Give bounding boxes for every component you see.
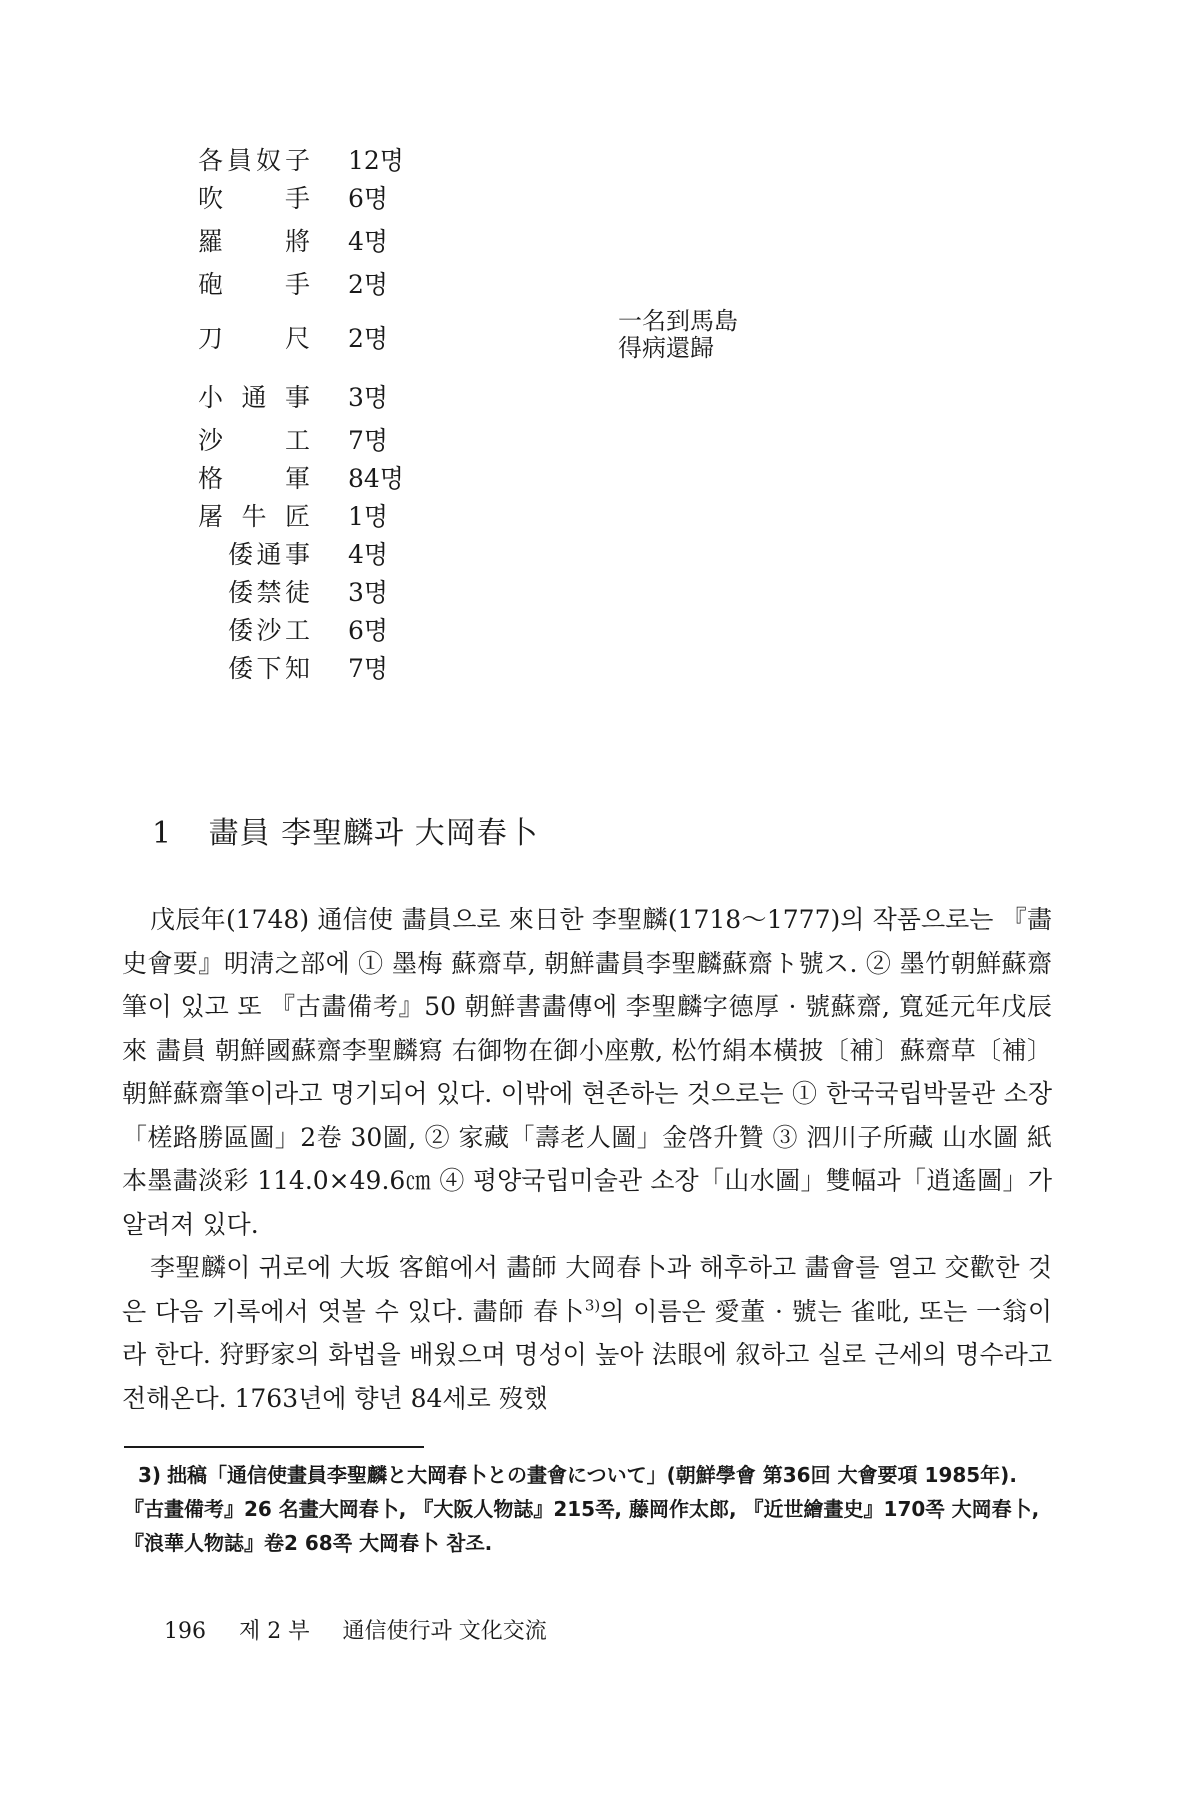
roster-count: 4명 [348, 227, 389, 256]
personnel-roster [198, 142, 738, 688]
body-text [122, 898, 1052, 1420]
roster-row [198, 498, 718, 536]
paragraph-text: 의 이름은 愛董 · 號는 雀吡, 또는 一翁이라 한다. 狩野家의 화법을 배웠으며 명성이 높아 法眼에 叙하고 실로 근세의 명수라고 전해온다. 1763년에 향년 84세로 歿했 [122, 1296, 1052, 1413]
roster-count: 7명 [348, 426, 389, 455]
roster-row [198, 180, 718, 218]
roster-row [198, 374, 718, 422]
roster-role: 羅 將 [198, 227, 310, 256]
roster-row [198, 536, 718, 574]
roster-role: 倭禁徒 [228, 578, 310, 607]
roster-role: 倭下知 [228, 654, 310, 683]
roster-note: 一名到馬島得病還歸 [618, 307, 738, 362]
roster-count: 3명 [348, 578, 389, 607]
roster-role: 刀 尺 [198, 324, 310, 353]
paragraph-text: 李聖麟이 귀로에 大坂 客館에서 畵師 大岡春卜과 해후하고 畵會를 열고 交歡한 것은 다음 기록에서 엿볼 수 있다. 畵師 春卜 [122, 1253, 1052, 1326]
roster-role: 砲 手 [198, 270, 310, 299]
section-heading [152, 808, 539, 852]
roster-count: 2명 [348, 270, 389, 299]
roster-count: 6명 [348, 616, 389, 645]
roster-count: 12명 [348, 146, 404, 175]
roster-row [198, 266, 718, 304]
roster-role: 各員奴子 [198, 146, 310, 175]
roster-row [198, 574, 718, 612]
running-footer [164, 1614, 547, 1645]
roster-row [198, 650, 718, 688]
section-number: 1 [152, 816, 173, 851]
footnote-text: 拙稿「通信使畫員李聖麟と大岡春卜との畫會について」(朝鮮學會 第36回 大會要項 1985年). 『古畫備考』26 名畫大岡春卜, 『大阪人物誌』215쪽, 藤岡作太郎, 『近世繪畫史』170쪽 大岡春卜, 『浪華人物誌』卷2 68쪽 大岡春卜 참조. [124, 1463, 1040, 1555]
roster-row [198, 612, 718, 650]
roster-count: 1명 [348, 502, 389, 531]
paragraph: 戊辰年(1748) 通信使 畵員으로 來日한 李聖麟(1718～1777)의 작품으로는 『畵史會要』明淸之部에 ① 墨梅 蘇齋草, 朝鮮畵員李聖麟蘇齋ト號ス. ② 墨竹朝鮮蘇齋筆이 있고 또 『古畵備考』50 朝鮮書畵傳에 李聖麟字德厚 · 號蘇齋, 寬延元年戊辰來 畵員 朝鮮國蘇齋李聖麟寫 右御物在御小座敷, 松竹絹本橫披〔補〕蘇齋草〔補〕朝鮮蘇齋筆이라고 명기되어 있다. 이밖에 현존하는 것으로는 ① 한국국립박물관 소장「槎路勝區圖」2卷 30圖, ② 家藏「壽老人圖」金啓升贊 ③ 泗川子所藏 山水圖 紙本墨畵淡彩 114.0×49.6㎝ ④ 평양국립미술관 소장「山水圖」雙幅과「逍遙圖」가 알려져 있다. [122, 905, 1052, 1239]
footnote-divider [124, 1446, 424, 1448]
roster-count: 4명 [348, 540, 389, 569]
roster-role: 吹 手 [198, 184, 310, 213]
roster-row [198, 218, 718, 266]
roster-row [198, 304, 738, 374]
roster-count: 2명 [348, 324, 389, 353]
roster-row [198, 142, 718, 180]
roster-count: 3명 [348, 383, 389, 412]
roster-row [198, 460, 718, 498]
footnote-reference: 3) [584, 1296, 601, 1315]
paragraph [122, 1246, 1052, 1420]
roster-role: 屠牛匠 [198, 502, 310, 531]
chapter-title: 通信使行과 文化交流 [342, 1619, 547, 1644]
roster-count: 6명 [348, 184, 389, 213]
roster-count: 7명 [348, 654, 389, 683]
roster-role: 小通事 [198, 383, 310, 412]
roster-count: 84명 [348, 464, 404, 493]
section-title: 畵員 李聖麟과 大岡春卜 [208, 816, 539, 851]
footnote [124, 1458, 1052, 1560]
roster-row [198, 422, 718, 460]
roster-role: 倭沙工 [228, 616, 310, 645]
page-number: 196 [164, 1619, 206, 1644]
roster-role: 格 軍 [198, 464, 310, 493]
footnote-number: 3) [138, 1463, 162, 1487]
roster-role: 倭通事 [228, 540, 310, 569]
roster-role: 沙 工 [198, 426, 310, 455]
part-label: 제 2 부 [239, 1619, 310, 1644]
